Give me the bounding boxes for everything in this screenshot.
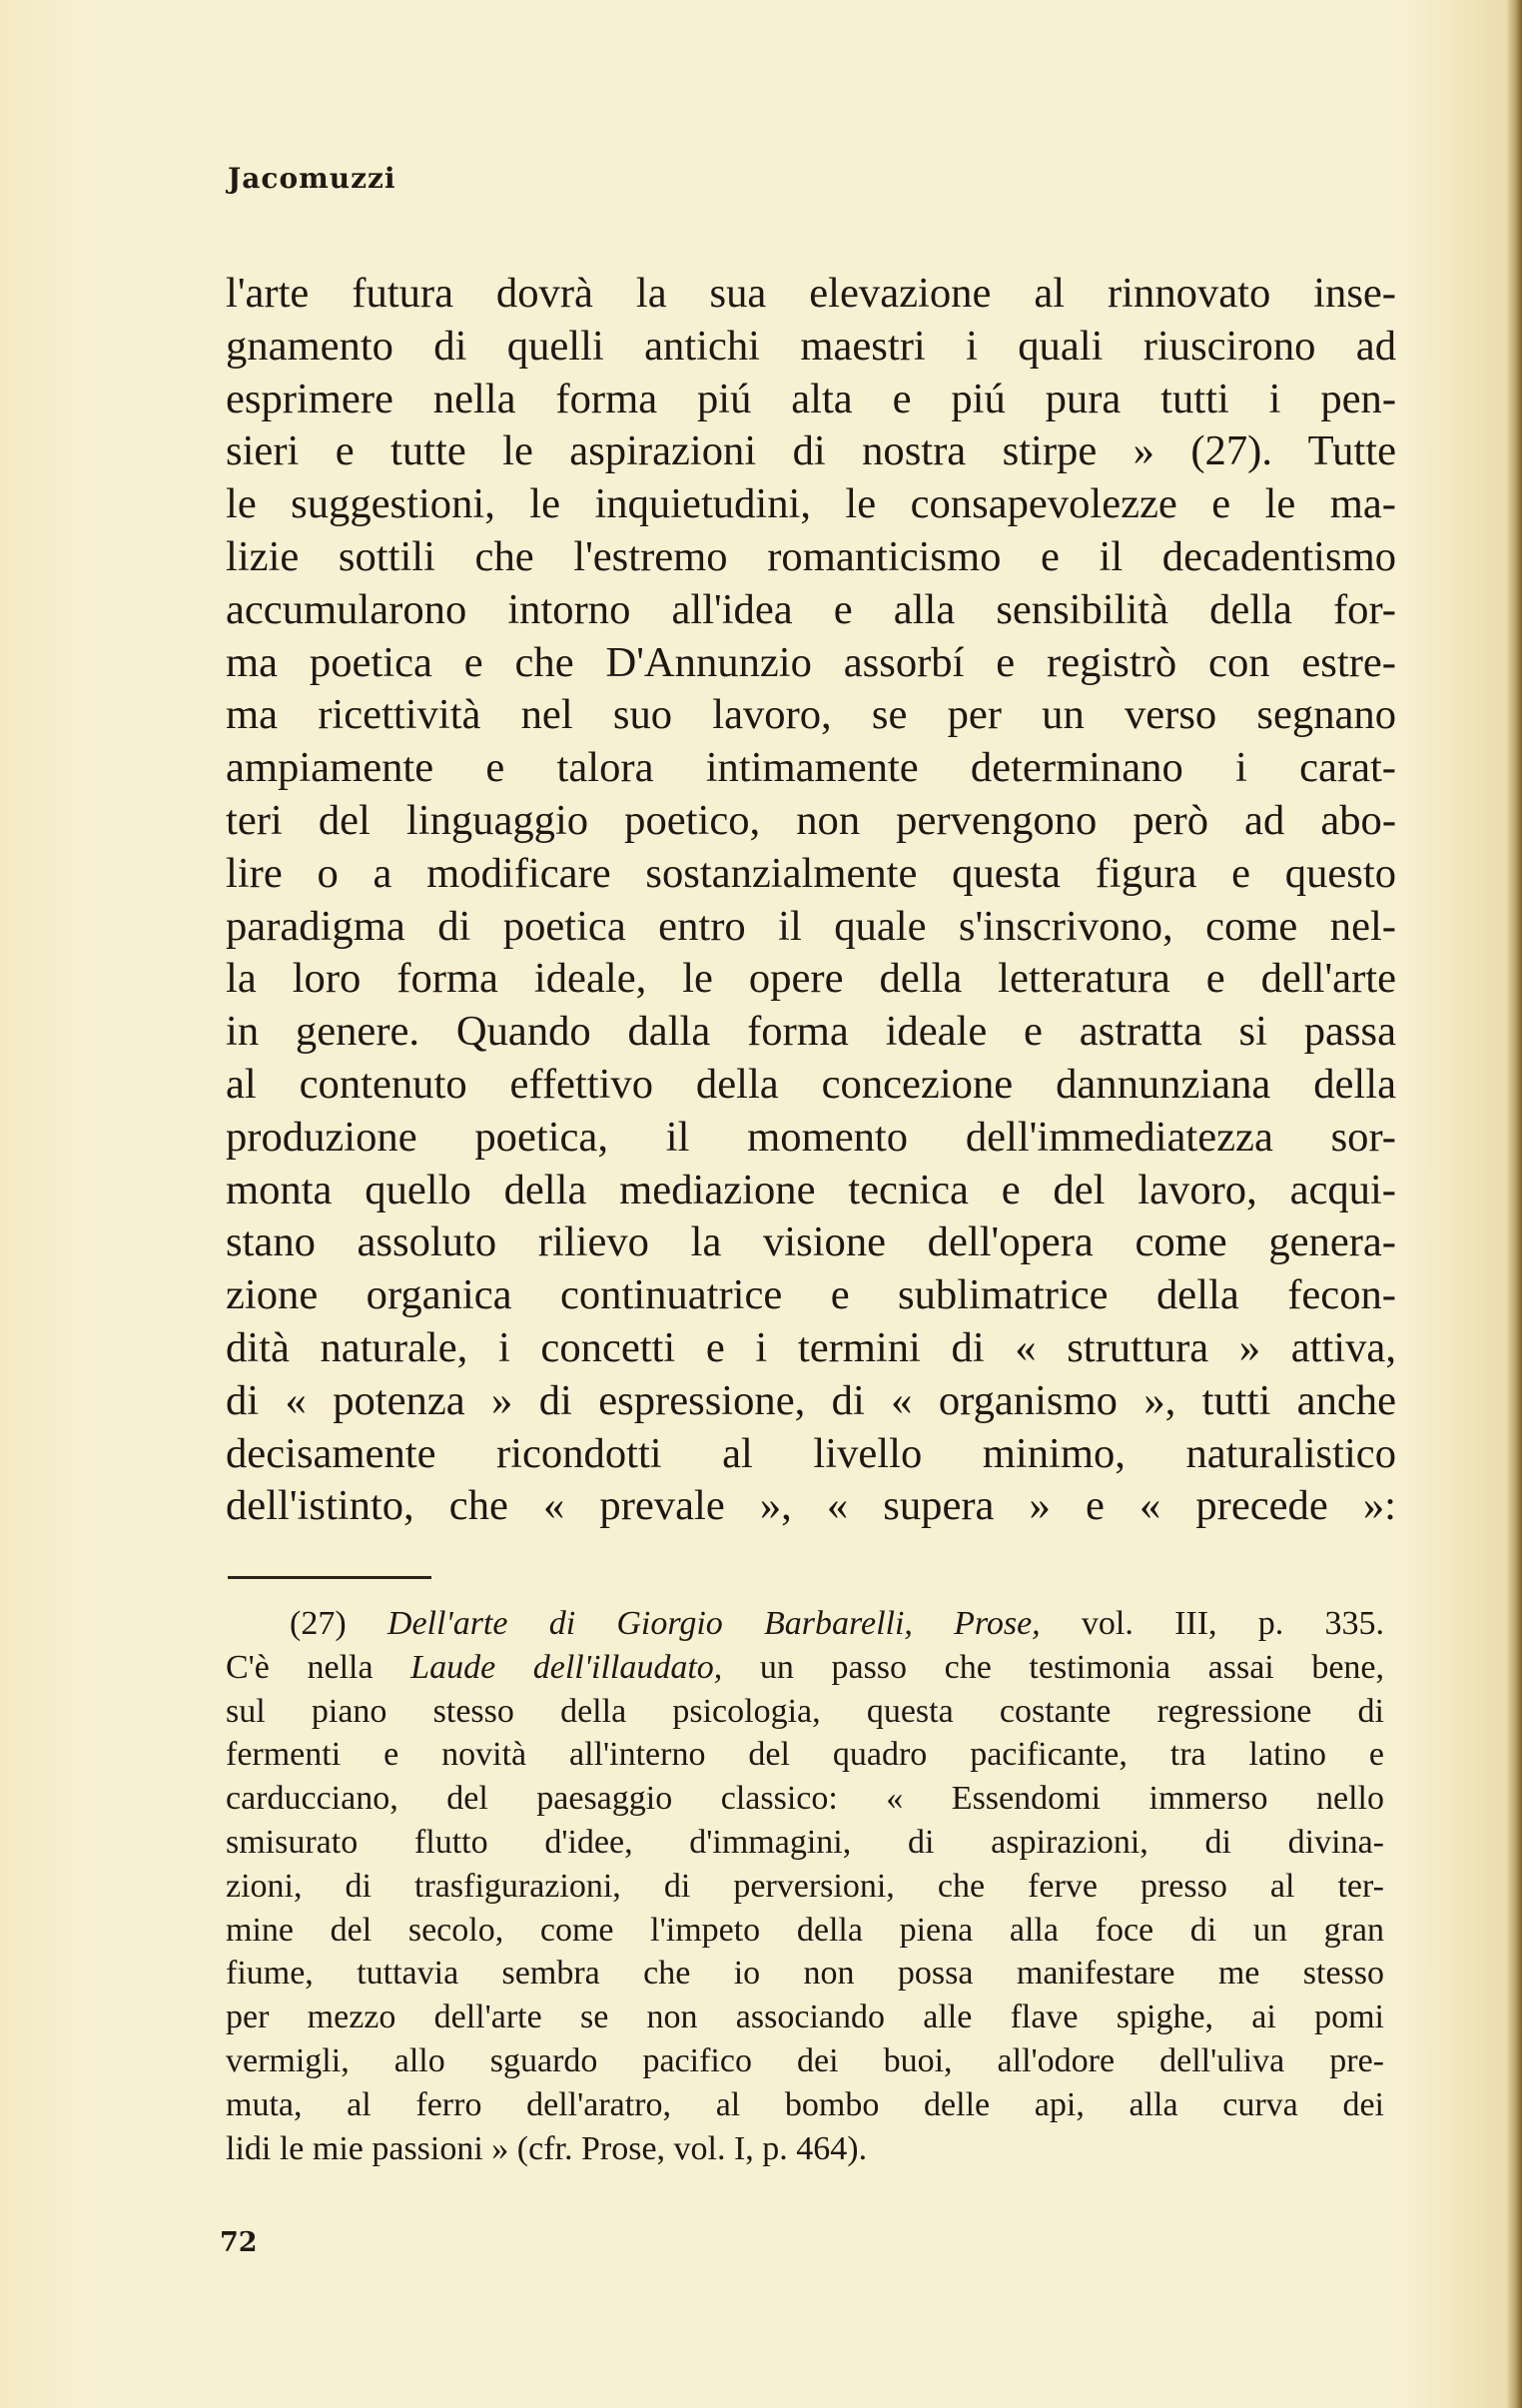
text-line: lire o a modificare sostanzialmente questa figura e questo — [226, 849, 1396, 897]
footnote-line: fermenti e novità all'interno del quadro pacificante, tra latino e — [226, 1736, 1384, 1774]
page-edge-shadow — [1506, 0, 1522, 2408]
text-line: dell'istinto, che « prevale », « supera » e « precede »: — [226, 1482, 1396, 1530]
footnote-line: fiume, tuttavia sembra che io non possa manifestare me stesso — [226, 1955, 1384, 1993]
text-line: lizie sottili che l'estremo romanticismo e il decadentismo — [226, 532, 1396, 580]
footnote-line: muta, al ferro dell'aratro, al bombo delle api, alla curva dei — [226, 2085, 1384, 2123]
footnote-line — [226, 1646, 1384, 1690]
text-line: decisamente ricondotti al livello minimo, naturalistico — [226, 1429, 1396, 1477]
text-line: l'arte futura dovrà la sua elevazione al rinnovato inse- — [226, 270, 1396, 317]
footnote-text: C'è nella — [226, 1648, 374, 1686]
footnote-line: vermigli, allo sguardo pacifico dei buoi, all'odore dell'uliva pre- — [226, 2041, 1384, 2079]
text-line: gnamento di quelli antichi maestri i quali riuscirono ad — [226, 322, 1396, 370]
text-line: stano assoluto rilievo la visione dell'opera come genera- — [226, 1218, 1396, 1266]
text-line: ma ricettività nel suo lavoro, se per un verso segnano — [226, 691, 1396, 739]
footnote-separator — [228, 1576, 431, 1579]
page-number: 72 — [220, 2227, 258, 2258]
text-line: accumularono intorno all'idea e alla sensibilità della for- — [226, 585, 1396, 633]
footnote-line — [226, 1602, 1384, 1646]
text-line: dità naturale, i concetti e i termini di « struttura » attiva, — [226, 1323, 1396, 1371]
text-line: le suggestioni, le inquietudini, le consapevolezze e le ma- — [226, 480, 1396, 528]
footnote-text: un passo che testimonia assai bene, — [759, 1648, 1385, 1686]
text-line: esprimere nella forma piú alta e piú pura tutti i pen- — [226, 375, 1396, 422]
footnote-line: per mezzo dell'arte se non associando alle flave spighe, ai pomi — [226, 1999, 1384, 2036]
footnote-line: mine del secolo, come l'impeto della piena alla foce di un gran — [226, 1911, 1384, 1949]
text-line: sieri e tutte le aspirazioni di nostra stirpe » (27). Tutte — [226, 427, 1396, 475]
main-text — [226, 268, 1396, 1533]
footnote-text: vol. III, p. 335. — [1081, 1605, 1385, 1642]
text-line: di « potenza » di espressione, di « organismo », tutti anche — [226, 1376, 1396, 1424]
footnote-title: Dell'arte di Giorgio Barbarelli, Prose, — [386, 1605, 1041, 1642]
text-line: la loro forma ideale, le opere della letteratura e dell'arte — [226, 955, 1396, 1003]
text-line: al contenuto effettivo della concezione dannunziana della — [226, 1060, 1396, 1108]
footnote-number: (27) — [290, 1605, 347, 1642]
text-line: monta quello della mediazione tecnica e del lavoro, acqui- — [226, 1166, 1396, 1213]
text-line: paradigma di poetica entro il quale s'inscrivono, come nel- — [226, 902, 1396, 950]
text-line: in genere. Quando dalla forma ideale e astratta si passa — [226, 1008, 1396, 1056]
footnote-line: smisurato flutto d'idee, d'immagini, di aspirazioni, di divina- — [226, 1823, 1384, 1861]
footnote-line: sul piano stesso della psicologia, questa costante regressione di — [226, 1692, 1384, 1730]
footnote-line: carducciano, del paesaggio classico: « Essendomi immerso nello — [226, 1780, 1384, 1818]
footnote-line: lidi le mie passioni » (cfr. Prose, vol. I, p. 464). — [226, 2129, 868, 2167]
text-line: zione organica continuatrice e sublimatrice della fecon- — [226, 1271, 1396, 1319]
footnote-block — [226, 1602, 1384, 2170]
running-head-author: Jacomuzzi — [228, 162, 396, 195]
text-line: ampiamente e talora intimamente determinano i carat- — [226, 744, 1396, 792]
text-line: teri del linguaggio poetico, non pervengono però ad abo- — [226, 796, 1396, 844]
text-line: ma poetica e che D'Annunzio assorbí e registrò con estre- — [226, 638, 1396, 686]
footnote-title: Laude dell'illaudato, — [410, 1648, 723, 1686]
footnote-line: zioni, di trasfigurazioni, di perversioni, che ferve presso al ter- — [226, 1867, 1384, 1905]
text-line: produzione poetica, il momento dell'immediatezza sor- — [226, 1113, 1396, 1161]
